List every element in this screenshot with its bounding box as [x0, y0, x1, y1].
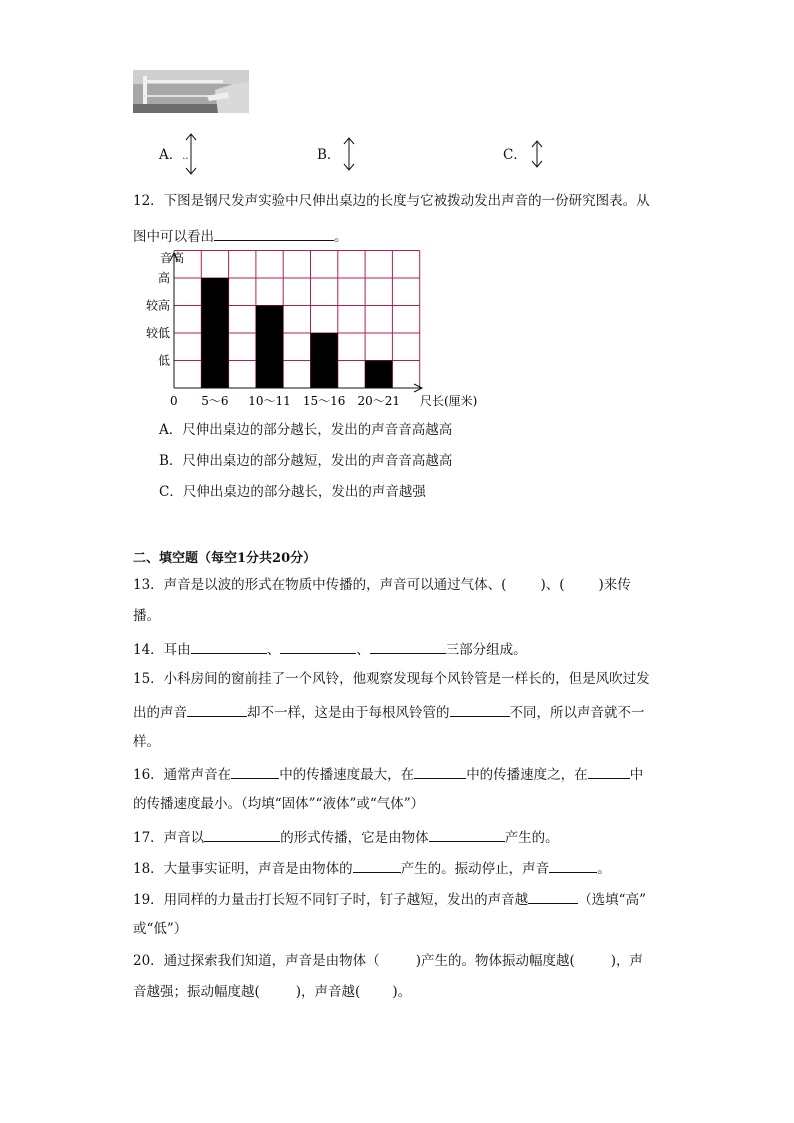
q20-text-a: 20．通过探索我们知道，声音是由物体（ [133, 953, 380, 969]
q12-option-c[interactable]: C．尺伸出桌边的部分越长，发出的声音越强 [159, 484, 426, 500]
q11-option-a[interactable]: A．.. [159, 147, 189, 163]
q19-text-b: （选填“高” [578, 892, 646, 908]
y-tick-label: 较高 [145, 298, 170, 313]
q12-stem-line2 [133, 226, 348, 246]
bar [311, 333, 338, 388]
origin-label: 0 [170, 394, 178, 408]
q19-text-a: 19．用同样的力量击打长短不同钉子时，钉子越短，发出的声音越 [133, 892, 529, 908]
q16-blank-2[interactable] [414, 764, 466, 779]
q12-stem-line1: 12．下图是钢尺发声实验中尺伸出桌边的长度与它被拨动发出声音的一份研究图表。从 [133, 193, 650, 209]
q15-blank-1[interactable] [187, 702, 247, 717]
experiment-photo [133, 70, 249, 113]
q15-blank-2[interactable] [450, 702, 510, 717]
y-axis-label: 音高 [160, 251, 185, 265]
q13-text-c: )来传 [598, 577, 631, 593]
bar [365, 361, 392, 389]
q19-line1 [133, 889, 646, 909]
bar [201, 278, 228, 388]
pitch-bar-chart [130, 245, 490, 415]
q15-line2 [133, 702, 645, 722]
q16-line1 [133, 764, 643, 784]
double-arrow-icon [184, 132, 198, 176]
x-tick-label: 15～16 [302, 394, 346, 408]
q15-text-a: 出的声音 [133, 705, 187, 721]
q20-text-b: )产生的。物体振动幅度越( [415, 953, 575, 969]
q17-text-a: 17．声音以 [133, 830, 205, 846]
q16-text-c: 中的传播速度之，在 [466, 767, 588, 783]
q14-blank-2[interactable] [280, 639, 356, 654]
q18-blank-2[interactable] [549, 858, 597, 873]
q14-line [133, 639, 527, 659]
q18-line [133, 858, 611, 878]
q14-text-a: 14．耳由 [133, 642, 191, 658]
q16-blank-1[interactable] [231, 764, 279, 779]
q14-blank-1[interactable] [191, 639, 267, 654]
q18-blank-1[interactable] [353, 858, 401, 873]
q16-text-b: 中的传播速度最大，在 [279, 767, 415, 783]
q14-text-b: 、 [266, 642, 281, 658]
y-tick-label: 低 [157, 353, 170, 368]
q12-option-a[interactable]: A．尺伸出桌边的部分越长，发出的声音音高越高 [159, 422, 453, 438]
q20-line1 [133, 952, 643, 970]
q18-text-a: 18．大量事实证明，声音是由物体的 [133, 861, 353, 877]
q20-text-d: 音越强；振动幅度越( [133, 984, 260, 1000]
x-tick-labels [201, 394, 400, 408]
q17-text-c: 产生的。 [504, 830, 559, 846]
q15-line1: 15．小科房间的窗前挂了一个风铃，他观察发现每个风铃管是一样长的，但是风吹过发 [133, 671, 650, 687]
q16-text-d: 中 [629, 767, 644, 783]
q14-text-d: 三部分组成。 [445, 642, 527, 658]
option-label: B． [317, 147, 341, 163]
x-axis-label: 尺长(厘米) [420, 394, 478, 408]
q17-text-b: 的形式传播，它是由物体 [280, 830, 429, 846]
q20-text-e: )，声音越( [295, 984, 361, 1000]
y-tick-label: 较低 [145, 326, 170, 340]
q12-option-b[interactable]: B．尺伸出桌边的部分越短，发出的声音音高越高 [159, 453, 453, 469]
x-tick-label: 5～6 [201, 394, 229, 408]
q18-text-c: 。 [597, 861, 611, 877]
q16-text-a: 16．通常声音在 [133, 767, 232, 783]
q12-stem-end: 。 [334, 229, 348, 245]
q16-line2: 的传播速度最小。（均填“固体”“液体”或“气体”） [133, 796, 425, 812]
q17-blank-1[interactable] [204, 827, 280, 842]
q20-line2 [133, 983, 411, 1001]
q17-line [133, 827, 559, 847]
q11-option-b[interactable] [317, 146, 340, 164]
q15-text-c: 不同，所以声音就不一 [509, 705, 645, 721]
q12-stem-text: 图中可以看出 [133, 229, 214, 245]
q19-blank-1[interactable] [528, 889, 578, 904]
q13-line2: 播。 [133, 608, 160, 624]
q18-text-b: 产生的。振动停止，声音 [400, 861, 550, 877]
q20-text-c: )，声 [610, 953, 644, 969]
q17-blank-2[interactable] [429, 827, 505, 842]
option-label: A． [159, 147, 183, 163]
x-tick-label: 20～21 [357, 394, 401, 408]
q11-option-c[interactable] [503, 146, 527, 164]
section2-title: 二、填空题（每空1分共20分） [133, 551, 317, 566]
q13-line1 [133, 576, 631, 594]
y-tick-label: 高 [157, 271, 170, 285]
q15-line3: 样。 [133, 734, 160, 750]
q16-blank-3[interactable] [588, 764, 630, 779]
q14-text-c: 、 [356, 642, 370, 658]
bar [256, 306, 283, 389]
q15-text-b: 却不一样，这是由于每根风铃管的 [247, 705, 450, 721]
option-label: C． [503, 147, 527, 163]
y-tick-labels [146, 270, 170, 368]
double-arrow-icon [530, 139, 544, 169]
q13-text-a: 13．声音是以波的形式在物质中传播的，声音可以通过气体、( [133, 577, 507, 593]
q19-line2: 或“低”） [133, 921, 188, 937]
q14-blank-3[interactable] [370, 639, 446, 654]
double-arrow-icon [342, 136, 356, 172]
q13-text-b: )、( [540, 577, 565, 593]
q20-text-f: )。 [392, 984, 412, 1000]
q12-answer-blank[interactable] [214, 226, 334, 241]
x-tick-label: 10～11 [248, 394, 291, 408]
